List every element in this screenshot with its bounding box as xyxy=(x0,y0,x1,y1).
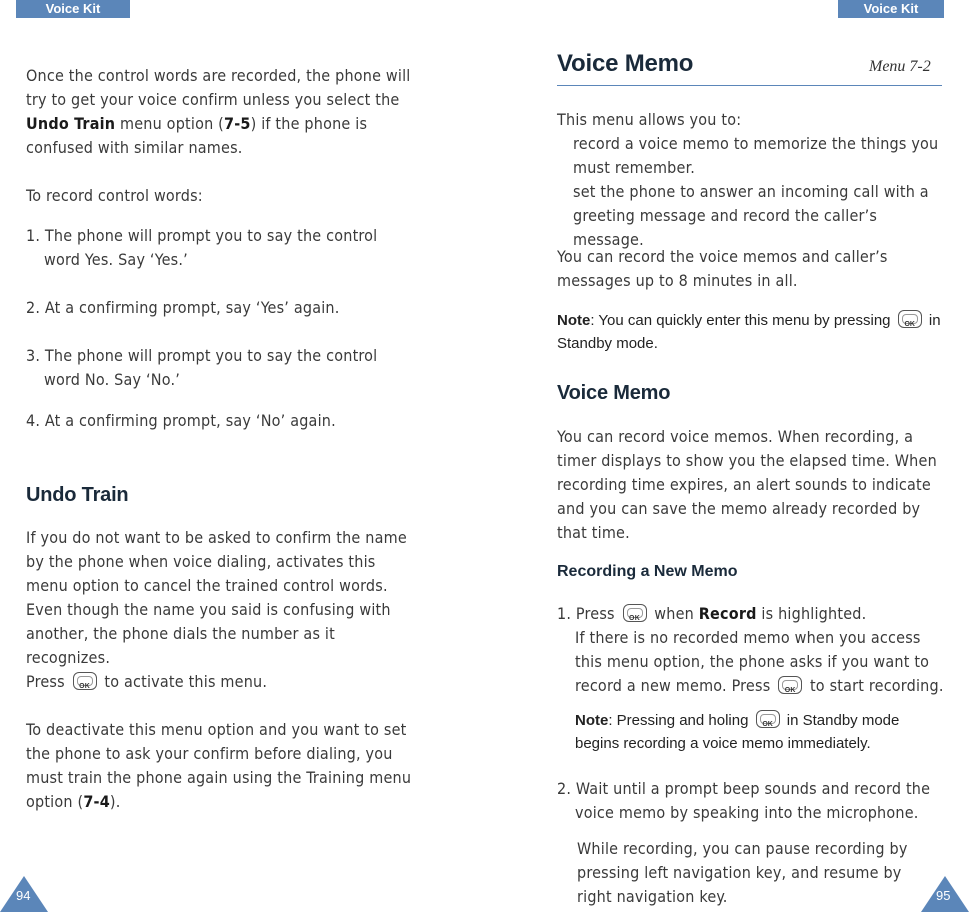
allows-bullet-2: set the phone to answer an incoming call with a greeting message and record the caller’s message. xyxy=(573,182,929,249)
ok-key-icon: OK xyxy=(756,710,780,728)
note-label: Note xyxy=(557,312,591,329)
deactivate-text: To deactivate this menu option and you want to set the phone to ask your confirm before dialing, you must train the phone again using the Training menu option ( xyxy=(26,720,412,811)
title-rule xyxy=(557,85,942,86)
note-hold-ok xyxy=(575,709,945,755)
ok-key-icon: OK xyxy=(623,604,647,622)
step1-highlighted: is highlighted. xyxy=(761,604,867,623)
section-tab-right: Voice Kit xyxy=(838,0,944,18)
page-title: Voice Memo xyxy=(557,50,694,77)
step1-detail-text: If there is no recorded memo when you access this menu option, the phone asks if you want to record a new memo. Press xyxy=(575,628,930,695)
allows-intro: This menu allows you to: xyxy=(557,110,742,129)
note-text-1: : You can quickly enter this menu by pressing xyxy=(590,312,891,329)
activate-text: to activate this menu. xyxy=(104,672,268,691)
step-item-4: 4. At a confirming prompt, say ‘No’ again. xyxy=(26,411,336,430)
undo-train-paragraph: If you do not want to be asked to confirm the name by the phone when voice dialing, activates this menu option to cancel the trained control words. Even though the name you said is confusing with another, the phone dials the number as it recognizes. xyxy=(26,528,407,667)
menu-code-7-4: 7-4 xyxy=(83,792,110,811)
note-quick-entry xyxy=(557,309,957,355)
intro-paragraph xyxy=(26,64,416,160)
allows-bullet-1: record a voice memo to memorize the things you must remember. xyxy=(573,134,939,177)
note2-text-1: : Pressing and holing xyxy=(608,712,749,729)
record-control-title: To record control words: xyxy=(26,186,203,205)
step-item-1: 1. The phone will prompt you to say the control word Yes. Say ‘Yes.’ xyxy=(26,226,378,269)
step1-detail-end: to start recording. xyxy=(809,676,944,695)
step-item-3: 3. The phone will prompt you to say the control word No. Say ‘No.’ xyxy=(26,346,378,389)
ok-key-icon: OK xyxy=(778,676,802,694)
undo-train-heading: Undo Train xyxy=(26,484,129,506)
step-item-2: 2. At a confirming prompt, say ‘Yes’ again. xyxy=(26,298,340,317)
recording-new-memo-heading: Recording a New Memo xyxy=(557,563,738,580)
recording-step-1 xyxy=(557,602,947,626)
intro-text-2: menu option ( xyxy=(119,114,224,133)
press-ok-line xyxy=(26,670,416,694)
press-text: Press xyxy=(26,672,65,691)
page-number-left: 94 xyxy=(16,888,31,903)
step1-press: 1. Press xyxy=(557,604,615,623)
undo-train-ref: Undo Train xyxy=(26,114,116,133)
intro-text-1: Once the control words are recorded, the phone will try to get your voice confirm unless you select the xyxy=(26,66,411,109)
note2-text-2: in Standby mode begins recording a voice memo immediately. xyxy=(575,712,900,752)
ok-key-icon: OK xyxy=(898,310,922,328)
menu-reference: Menu 7-2 xyxy=(869,58,931,75)
menu-code-7-5: 7-5 xyxy=(224,114,251,133)
note-text-2: in Standby mode. xyxy=(557,312,941,352)
record-limit-paragraph: You can record the voice memos and caller’s messages up to 8 minutes in all. xyxy=(557,247,888,290)
recording-step-1-detail xyxy=(575,626,945,698)
step1-when: when xyxy=(654,604,694,623)
page-number-right: 95 xyxy=(936,888,951,903)
voice-memo-heading: Voice Memo xyxy=(557,382,671,404)
intro-text-3: ) if the phone is confused with similar names. xyxy=(26,114,368,157)
record-option: Record xyxy=(698,604,757,623)
ok-key-icon: OK xyxy=(73,672,97,690)
recording-step-2: 2. Wait until a prompt beep sounds and record the voice memo by speaking into the microphone. xyxy=(557,779,931,822)
deactivate-paragraph xyxy=(26,718,416,814)
section-tab-left: Voice Kit xyxy=(16,0,130,18)
voice-memo-paragraph: You can record voice memos. When recording, a timer displays to show you the elapsed time. When recording time expires, an alert sounds to indicate and you can save the memo already recorded by that time. xyxy=(557,427,937,542)
note-label: Note xyxy=(575,712,609,729)
recording-step-2-detail: While recording, you can pause recording by pressing left navigation key, and resume by right navigation key. xyxy=(577,839,908,906)
deactivate-end: ). xyxy=(109,792,121,811)
